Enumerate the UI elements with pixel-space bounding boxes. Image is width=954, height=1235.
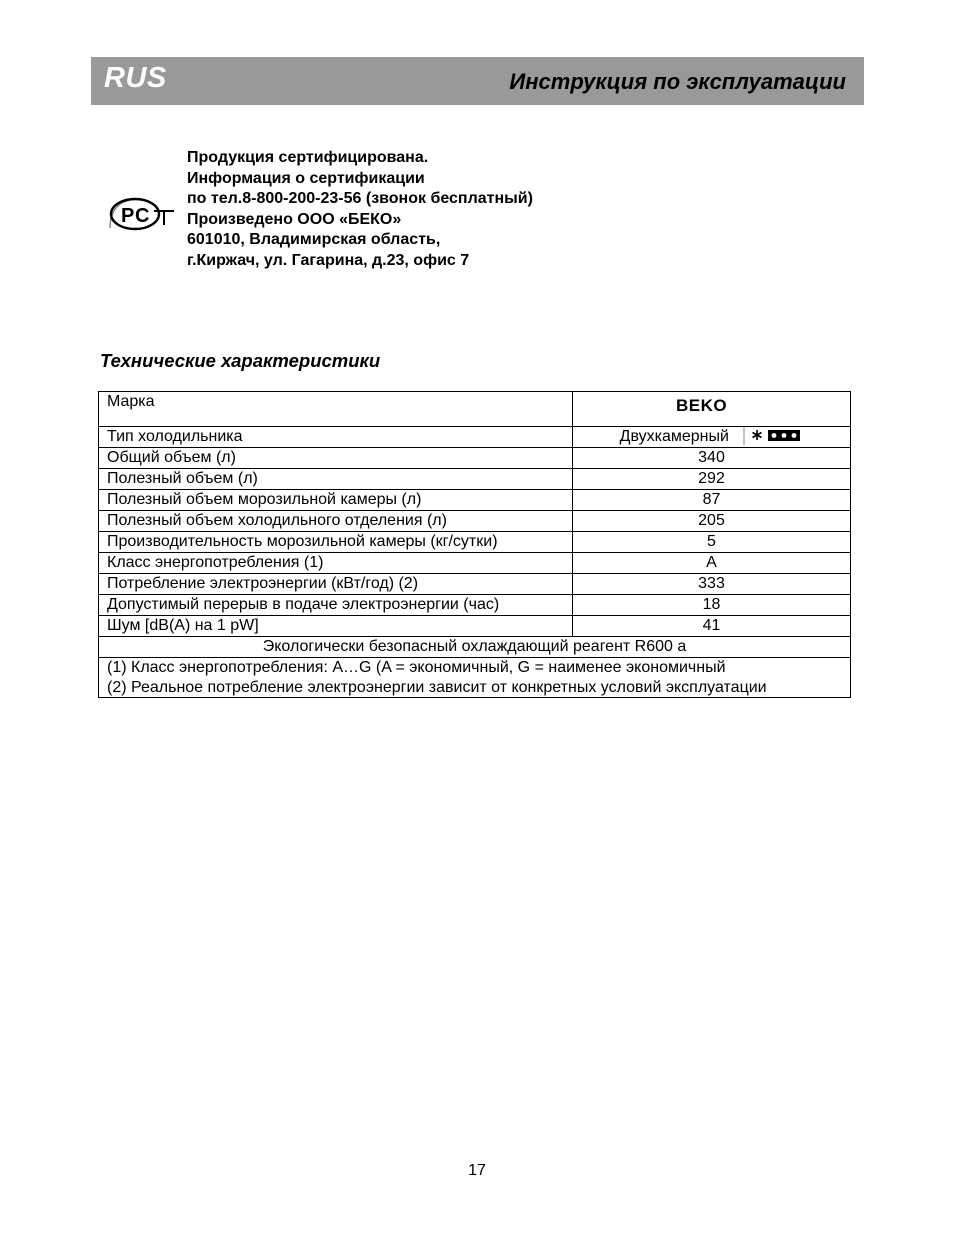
table-row (99, 574, 851, 595)
spec-value: A (573, 553, 851, 574)
svg-text:С: С (135, 205, 150, 227)
spec-value: 340 (573, 448, 851, 469)
refrigerant-note: Экологически безопасный охлаждающий реагент R600 a (99, 637, 851, 658)
svg-text:BEKO: BEKO (675, 397, 727, 413)
cert-line: г.Киржач, ул. Гагарина, д.23, офис 7 (187, 251, 470, 269)
certification-mark-icon (108, 195, 178, 233)
spec-value (573, 427, 851, 448)
specifications-table (98, 391, 851, 698)
table-row (99, 448, 851, 469)
spec-label: Полезный объем холодильного отделения (л) (99, 511, 573, 532)
cert-line: Произведено ООО «БЕКО» (187, 210, 402, 228)
manual-title: Инструкция по эксплуатации (509, 69, 846, 94)
spec-label: Полезный объем (л) (99, 469, 573, 490)
spec-label: Допустимый перерыв в подаче электроэнергии (час) (99, 595, 573, 616)
spec-value: 292 (573, 469, 851, 490)
spec-label: Класс энергопотребления (1) (99, 553, 573, 574)
language-code: RUS (104, 62, 167, 94)
cert-line: Информация о сертификации (187, 169, 425, 187)
page-number: 17 (468, 1162, 486, 1179)
spec-value: 5 (573, 532, 851, 553)
beko-logo (675, 397, 749, 413)
spec-label: Тип холодильника (99, 427, 573, 448)
spec-label: Полезный объем морозильной камеры (л) (99, 490, 573, 511)
table-row (99, 553, 851, 574)
table-row (99, 616, 851, 637)
table-row (99, 532, 851, 553)
table-row (99, 469, 851, 490)
certification-info (187, 148, 533, 272)
spec-label: Производительность морозильной камеры (кг/сутки) (99, 532, 573, 553)
footnote: (2) Реальное потребление электроэнергии зависит от конкретных условий эксплуатации (107, 678, 767, 696)
table-row (99, 595, 851, 616)
spec-value: 333 (573, 574, 851, 595)
cert-line: 601010, Владимирская область, (187, 231, 441, 249)
spec-label: Марка (99, 392, 573, 427)
table-row (99, 658, 851, 698)
spec-value: 18 (573, 595, 851, 616)
spec-value: 41 (573, 616, 851, 637)
freezer-star-rating-icon (743, 427, 803, 445)
table-row (99, 490, 851, 511)
cert-line: Продукция сертифицирована. (187, 149, 429, 166)
section-title: Технические характеристики (100, 350, 381, 371)
table-row (99, 427, 851, 448)
fridge-type-value: Двухкамерный (619, 428, 729, 445)
svg-text:Р: Р (121, 205, 135, 227)
spec-value: 87 (573, 490, 851, 511)
header-bar (91, 57, 864, 105)
footnote: (1) Класс энергопотребления: A…G (A = экономичный, G = наименее экономичный (107, 659, 726, 676)
spec-label: Потребление электроэнергии (кВт/год) (2) (99, 574, 573, 595)
footnotes (99, 658, 851, 698)
cert-line: по тел.8-800-200-23-56 (звонок бесплатный) (187, 190, 533, 208)
spec-label: Общий объем (л) (99, 448, 573, 469)
spec-label: Шум [dB(A) на 1 pW] (99, 616, 573, 637)
table-row (99, 637, 851, 658)
brand-logo-cell (573, 392, 851, 427)
spec-value: 205 (573, 511, 851, 532)
table-row (99, 392, 851, 427)
table-row (99, 511, 851, 532)
